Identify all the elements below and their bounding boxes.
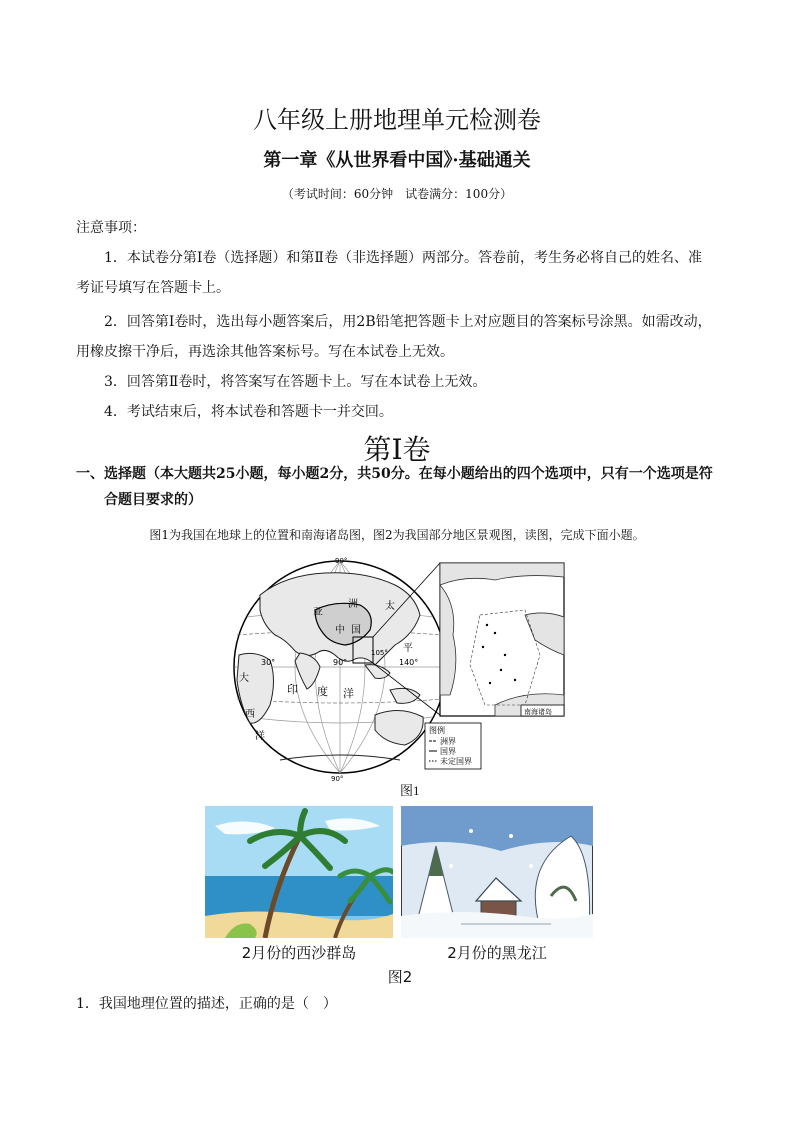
note-2-line2: 用橡皮擦干净后，再选涂其他答案标号。写在本试卷上无效。 bbox=[76, 344, 454, 360]
legend-title: 图例 bbox=[429, 726, 445, 735]
exam-info: （考试时间：60分钟 试卷满分：100分） bbox=[281, 187, 513, 201]
chapter-subtitle: 第一章《从世界看中国》·基础通关 bbox=[263, 150, 531, 171]
label-ocean: 洋 bbox=[343, 687, 354, 700]
part-heading: 第Ⅰ卷 bbox=[363, 433, 431, 466]
photo-heilongjiang bbox=[401, 806, 593, 938]
label-pacific: 平 bbox=[403, 643, 413, 654]
question-1: 1．我国地理位置的描述，正确的是（ ） bbox=[76, 996, 337, 1012]
map-legend bbox=[425, 723, 481, 769]
note-3: 3．回答第Ⅱ卷时，将答案写在答题卡上。写在本试卷上无效。 bbox=[104, 374, 487, 390]
label-china-1: 中 bbox=[335, 625, 345, 636]
legend-item-1: 洲界 bbox=[440, 737, 456, 746]
label-atlantic-2: 西 bbox=[245, 709, 255, 720]
label-india-1: 印 bbox=[287, 683, 298, 696]
section-line2: 合题目要求的） bbox=[104, 492, 202, 508]
label-asia-1: 亚 bbox=[313, 607, 323, 618]
lon-140-label: 140° bbox=[399, 658, 419, 667]
label-atlantic-3: 洋 bbox=[255, 731, 265, 742]
figure1-caption: 图1 bbox=[400, 783, 420, 798]
note-4: 4．考试结束后，将本试卷和答题卡一并交回。 bbox=[104, 404, 393, 420]
lon-90-label: 90° bbox=[333, 658, 348, 667]
lat-bottom-label: 90° bbox=[331, 775, 344, 783]
lon-105-label: 105° bbox=[371, 649, 388, 657]
legend-item-3: 未定国界 bbox=[440, 757, 472, 766]
label-india-2: 度 bbox=[317, 685, 328, 698]
figure-intro: 图1为我国在地球上的位置和南海诸岛图，图2为我国部分地区景观图，读图，完成下面小题。 bbox=[149, 528, 645, 542]
photo-left-caption: 2月份的西沙群岛 bbox=[241, 944, 357, 962]
globe bbox=[234, 561, 446, 773]
note-1-line2: 考证号填写在答题卡上。 bbox=[76, 280, 230, 296]
figure1-map bbox=[225, 555, 585, 790]
notes-heading: 注意事项： bbox=[76, 220, 146, 236]
note-2-line1: 2．回答第Ⅰ卷时，选出每小题答案后，用2B铅笔把答题卡上对应题目的答案标号涂黑。如需改动， bbox=[104, 314, 712, 330]
page-title: 八年级上册地理单元检测卷 bbox=[253, 106, 541, 134]
section-line1: 一、选择题（本大题共25小题，每小题2分，共50分。在每小题给出的四个选项中，只有一个选项是符 bbox=[76, 466, 713, 482]
lon-30-label: 30° bbox=[261, 658, 276, 667]
legend-item-2: 国界 bbox=[440, 747, 456, 756]
inset-map bbox=[440, 563, 564, 716]
photo-right-caption: 2月份的黑龙江 bbox=[447, 944, 547, 962]
lat-top-label: 90° bbox=[335, 557, 348, 565]
inset-caption: 南海诸岛 bbox=[524, 708, 552, 716]
label-tai: 太 bbox=[385, 601, 395, 612]
label-asia-2: 洲 bbox=[348, 599, 358, 610]
photo-xisha-islands bbox=[205, 806, 393, 938]
label-china-2: 国 bbox=[351, 625, 361, 636]
label-atlantic-1: 大 bbox=[239, 673, 249, 684]
note-1-line1: 1．本试卷分第Ⅰ卷（选择题）和第Ⅱ卷（非选择题）两部分。答卷前，考生务必将自己的姓名、准 bbox=[104, 250, 702, 266]
figure2-caption: 图2 bbox=[387, 968, 413, 986]
